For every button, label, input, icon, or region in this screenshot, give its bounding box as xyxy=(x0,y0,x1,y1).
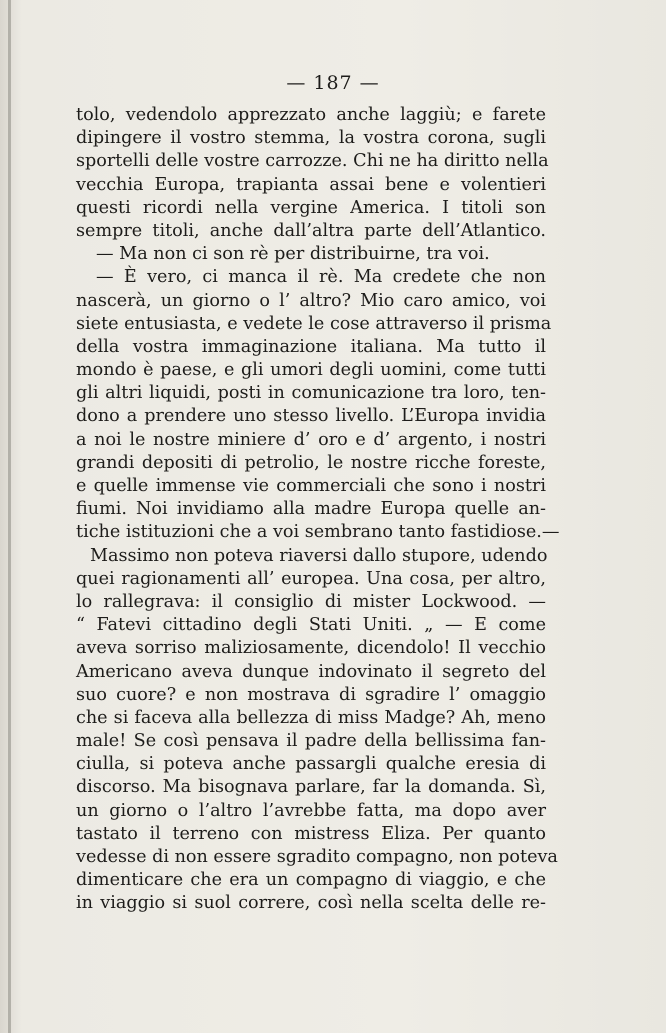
text-line: che si faceva alla bellezza di miss Madge? Ah, meno xyxy=(76,707,546,728)
text-line: discorso. Ma bisognava parlare, far la domanda. Sì, xyxy=(76,777,546,798)
text-line: Americano aveva dunque indovinato il segreto del xyxy=(76,661,546,682)
body-text xyxy=(76,104,560,916)
text-line: fiumi. Noi invidiamo alla madre Europa quelle an- xyxy=(76,499,546,520)
text-line: mondo è paese, e gli umori degli uomini, come tutti xyxy=(76,360,546,381)
text-line: dimenticare che era un compagno di viaggio, e che xyxy=(76,870,546,891)
page-number: — 187 — xyxy=(286,72,380,94)
text-line: Massimo non poteva riaversi dallo stupore, udendo xyxy=(90,545,548,566)
text-line: aveva sorriso maliziosamente, dicendolo! Il vecchio xyxy=(76,638,546,659)
text-line: e quelle immense vie commerciali che sono i nostri xyxy=(76,476,546,496)
text-line: vedesse di non essere sgradito compagno, non poteva xyxy=(76,847,558,867)
text-line: della vostra immaginazione italiana. Ma tutto il xyxy=(76,336,546,357)
text-line: — Ma non ci son rè per distribuirne, tra voi. xyxy=(96,244,490,265)
text-line: “ Fatevi cittadino degli Stati Uniti. „ — E come xyxy=(76,615,546,636)
text-line: — È vero, ci manca il rè. Ma credete che non xyxy=(96,267,546,288)
text-line: tiche istituzioni che a voi sembrano tanto fastidiose.— xyxy=(76,522,560,543)
text-line: male! Se così pensava il padre della bellissima fan- xyxy=(76,731,546,752)
text-line: ciulla, si poteva anche passargli qualche eresia di xyxy=(76,754,546,775)
text-line: nascerà, un giorno o l’ altro? Mio caro amico, voi xyxy=(76,290,546,311)
text-line: tolo, vedendolo apprezzato anche laggiù; e farete xyxy=(76,105,546,125)
text-line: grandi depositi di petrolio, le nostre ricche foreste, xyxy=(76,452,546,473)
text-line: gli altri liquidi, posti in comunicazione tra loro, ten- xyxy=(76,383,546,404)
text-line: suo cuore? e non mostrava di sgradire l’ omaggio xyxy=(76,684,546,705)
text-line: questi ricordi nella vergine America. I titoli son xyxy=(76,197,546,218)
text-line: vecchia Europa, trapianta assai bene e volentieri xyxy=(76,174,546,195)
text-line: dono a prendere uno stesso livello. L’Europa invidia xyxy=(76,406,546,427)
text-line: un giorno o l’altro l’avrebbe fatta, ma dopo aver xyxy=(76,800,546,821)
text-line: a noi le nostre miniere d’ oro e d’ argento, i nostri xyxy=(76,429,546,450)
page-binding-edge xyxy=(8,0,11,1033)
text-line: lo rallegrava: il consiglio di mister Lockwood. — xyxy=(76,591,546,612)
text-line: sempre titoli, anche dall’altra parte dell’Atlantico. xyxy=(76,220,546,241)
text-line: quei ragionamenti all’ europea. Una cosa, per altro, xyxy=(76,568,546,589)
text-line: sportelli delle vostre carrozze. Chi ne ha diritto nella xyxy=(76,151,549,172)
text-line: dipingere il vostro stemma, la vostra corona, sugli xyxy=(76,128,546,149)
text-line: tastato il terreno con mistress Eliza. Per quanto xyxy=(76,823,546,844)
text-line: siete entusiasta, e vedete le cose attraverso il prisma xyxy=(76,313,552,334)
text-line: in viaggio si suol correre, così nella scelta delle re- xyxy=(76,893,546,914)
